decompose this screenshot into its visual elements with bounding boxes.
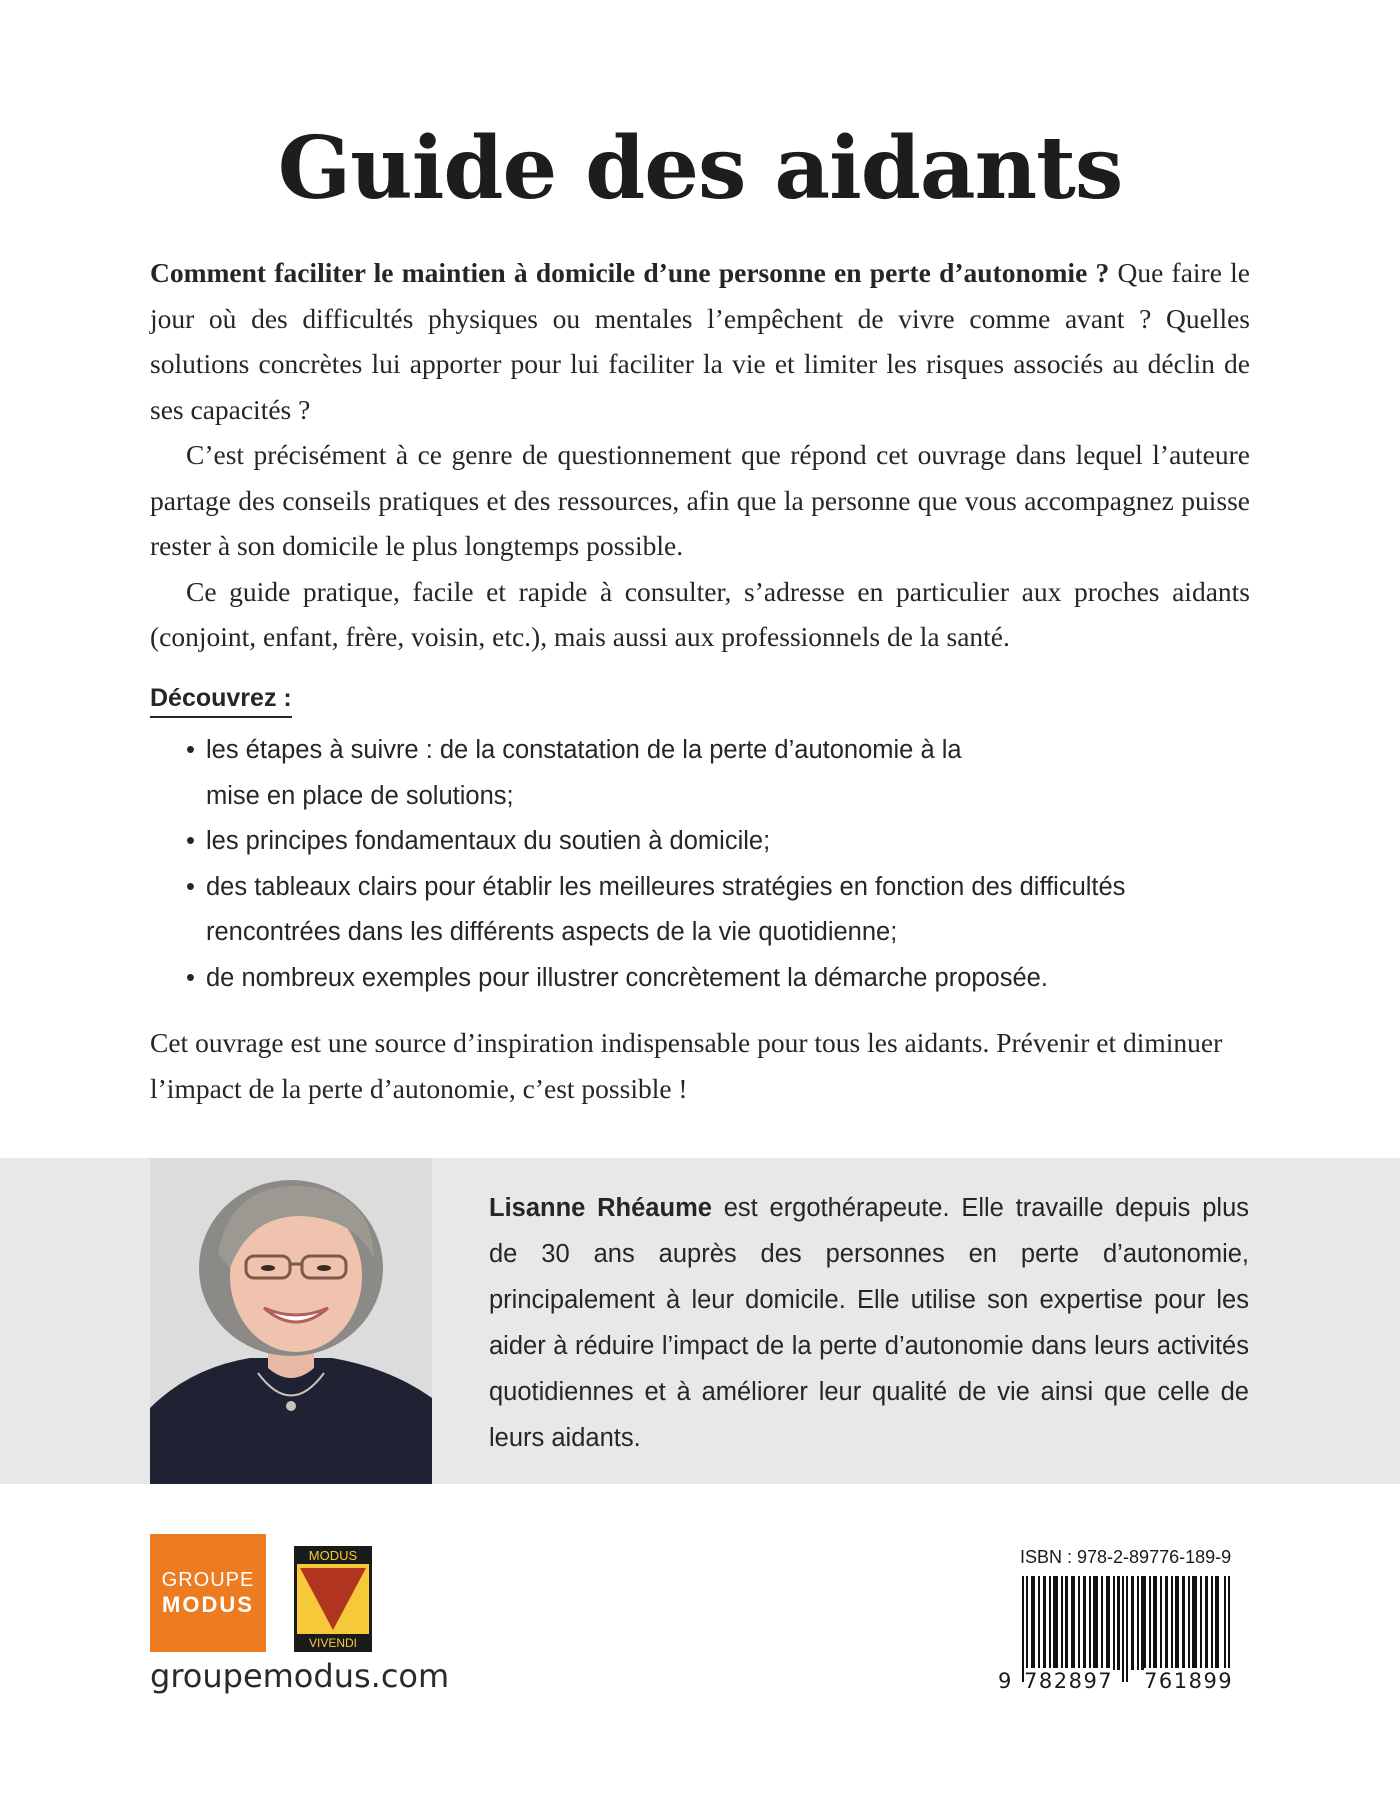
author-photo (150, 1158, 432, 1484)
barcode-digit-first: 9 (998, 1669, 1012, 1693)
lead-question: Comment faciliter le maintien à domicile d’une personne en perte d’autonomie ? (150, 257, 1110, 288)
intro-paragraph-1 (150, 250, 1250, 432)
intro-text (150, 250, 1250, 660)
discover-list (186, 728, 1186, 1001)
list-item: • des tableaux clairs pour établir les meilleures stratégies en fonction des difficultés rencontrées dans les différents aspects de la vie quotidienne; (186, 865, 1136, 956)
barcode-digits-right: 761899 (1144, 1669, 1234, 1693)
discover-heading: Découvrez : (150, 684, 292, 718)
logo-line-2: MODUS (162, 1591, 254, 1617)
isbn-label: ISBN : 978-2-89776-189-9 (1020, 1547, 1232, 1567)
author-name: Lisanne Rhéaume (489, 1194, 712, 1222)
author-portrait-image (150, 1158, 432, 1484)
intro-paragraph-3: Ce guide pratique, facile et rapide à consulter, s’adresse en particulier aux proches aidants (conjoint, enfant, frère, voisin, etc.), mais aussi aux professionnels de la santé. (150, 575, 1250, 652)
logo-line-1: GROUPE (161, 1568, 255, 1591)
list-item: • les étapes à suivre : de la constatation de la perte d’autonomie à la mise en place de solutions; (186, 728, 986, 819)
imprint-top-text: MODUS (308, 1548, 358, 1563)
list-item: • de nombreux exemples pour illustrer concrètement la démarche proposée. (186, 956, 1186, 1002)
groupe-modus-logo (150, 1534, 266, 1652)
intro-paragraph-2: C’est précisément à ce genre de questionnement que répond cet ouvrage dans lequel l’auteure partage des conseils pratiques et des ressources, afin que la personne que vous accompagnez puisse rester à son domicile le plus longtemps possible. (150, 439, 1250, 561)
imprint-bottom-text: VIVENDI (308, 1636, 358, 1650)
author-bio-text: est ergothérapeute. Elle travaille depuis plus de 30 ans auprès des personnes en perte d’autonomie, principalement à leur domicile. Elle utilise son expertise pour les aider à réduire l’impact de la perte d’autonomie dans leurs activités quotidiennes et à améliorer leur qualité de vie ainsi que celle de leurs aidants. (489, 1194, 1249, 1452)
list-item: • les principes fondamentaux du soutien à domicile; (186, 819, 1186, 865)
author-bio (489, 1185, 1249, 1461)
website-url: groupemodus.com (150, 1657, 450, 1695)
book-title: Guide des aidants (277, 118, 1123, 219)
modus-vivendi-logo (294, 1546, 372, 1652)
lead-rest: Que faire le jour où des difficultés physiques ou mentales l’empêchent de vivre comme avant ? Quelles solutions concrètes lui apporter pour lui faciliter la vie et limiter les risques associés au déclin de ses capacités ? (150, 257, 1250, 425)
barcode-digits-left: 782897 (1024, 1669, 1114, 1693)
closing-paragraph: Cet ouvrage est une source d’inspiration indispensable pour tous les aidants. Prévenir et diminuer l’impact de la perte d’autonomie, c’est possible ! (150, 1027, 1223, 1104)
